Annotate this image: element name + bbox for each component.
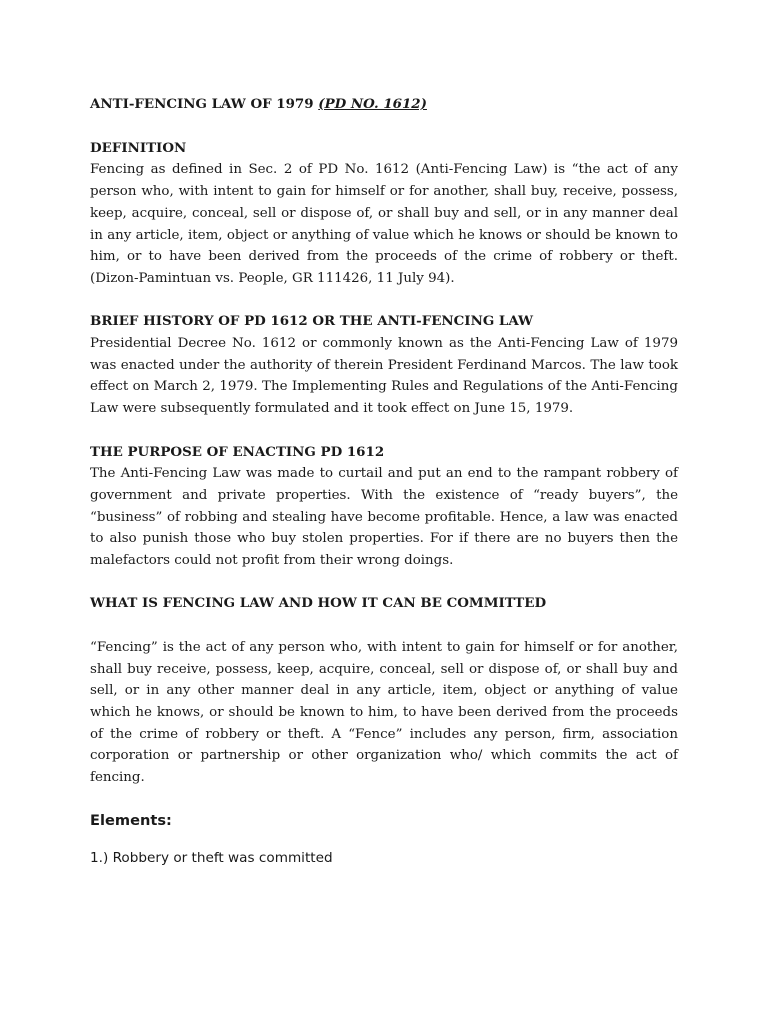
what-is-heading: WHAT IS FENCING LAW AND HOW IT CAN BE COMMITTED <box>90 595 547 612</box>
title-pd-number: (PD NO. 1612) <box>318 96 427 112</box>
purpose-section <box>90 442 678 572</box>
definition-text: Fencing as defined in Sec. 2 of PD No. 1612 (Anti-Fencing Law) is “the act of any person who, with intent to gain for himself or for another, shall buy, receive, possess, keep, acquire, conceal, sell or dispose of, or shall buy and sell, or in any manner deal in any article, item, object or anything of value which he knows or should be known to him, or to have been derived from the proceeds of the crime of robbery or theft. (Dizon-Pamintuan vs. People, GR 111426, 11 July 94). <box>90 162 678 286</box>
what-is-section <box>90 593 678 788</box>
document-page <box>90 94 678 870</box>
history-heading: BRIEF HISTORY OF PD 1612 OR THE ANTI-FENCING LAW <box>90 313 534 330</box>
elements-section <box>90 810 678 869</box>
title-main: ANTI-FENCING LAW OF 1979 <box>90 96 319 112</box>
elements-heading: Elements: <box>90 812 172 830</box>
definition-heading: DEFINITION <box>90 139 187 156</box>
purpose-text: The Anti-Fencing Law was made to curtail and put an end to the rampant robbery of government and private properties. With the existence of “ready buyers”, the “business” of robbing and stealing have become profitable. Hence, a law was enacted to also punish those who buy stolen properties. For if there are no buyers then the malefactors could not profit from their wrong doings. <box>90 466 678 569</box>
purpose-heading: THE PURPOSE OF ENACTING PD 1612 <box>90 443 385 460</box>
history-text: Presidential Decree No. 1612 or commonly known as the Anti-Fencing Law of 1979 was enacted under the authority of therein President Ferdinand Marcos. The law took effect on March 2, 1979. The Implementing Rules and Regulations of the Anti-Fencing Law were subsequently formulated and it took effect on June 15, 1979. <box>90 336 678 417</box>
definition-section <box>90 138 678 290</box>
what-is-text: “Fencing” is the act of any person who, with intent to gain for himself or for another, shall buy receive, possess, keep, acquire, conceal, sell or dispose of, or shall buy and sell, or in any other manner deal in any article, item, object or anything of value which he knows, or should be known to him, to have been derived from the proceeds of the crime of robbery or theft. A “Fence” includes any person, firm, association corporation or partnership or other organization who/ which commits the act of fencing. <box>90 639 678 786</box>
list-item: 1.) Robbery or theft was committed <box>90 850 333 867</box>
document-title <box>90 94 678 116</box>
history-section <box>90 311 678 420</box>
